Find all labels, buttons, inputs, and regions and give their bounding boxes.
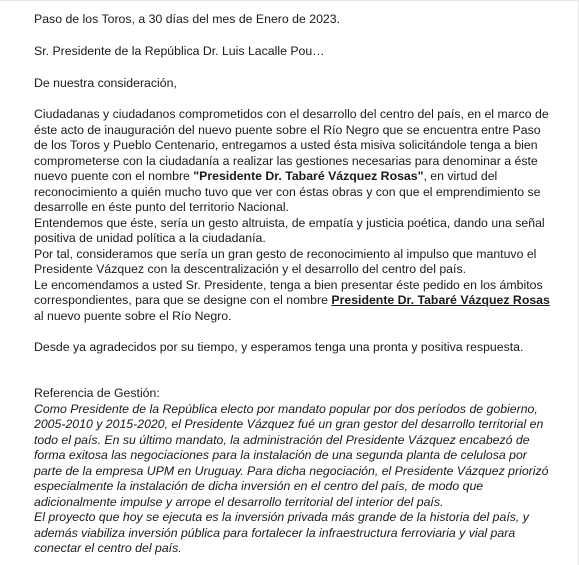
text-line: [34, 293, 550, 309]
text-line: Como Presidente de la República electo por mandato popular por dos períodos de gobierno,: [34, 402, 538, 416]
text-line: [34, 169, 497, 185]
addressee: Sr. Presidente de la República Dr. Luis Lacalle Pou…: [34, 44, 325, 58]
text-line: desarrolle en éste punto del territorio Nacional.: [34, 200, 289, 214]
text-segment: nuevo puente con el nombre: [34, 169, 194, 183]
text-line: parte de la empresa UPM en Uruguay. Para dicha negociación, el Presidente Vázquez priorizó: [34, 464, 549, 478]
text-line: especialmente la instalación de dicha inversión en el centro del país, de modo que: [34, 479, 484, 493]
text-line: conectar el centro del país.: [34, 541, 182, 555]
date-line: Paso de los Toros, a 30 días del mes de Enero de 2023.: [34, 12, 341, 26]
text-line: al nuevo puente sobre el Río Negro.: [34, 309, 232, 323]
text-line: Presidente Vázquez con la descentralización y el desarrollo del centro del país.: [34, 262, 467, 276]
text-line: El proyecto que hoy se ejecuta es la inversión privada más grande de la historia del país, y: [34, 510, 529, 524]
text-segment: , en virtud del: [423, 169, 498, 183]
text-line: todo el país. En su último mandato, la administración del Presidente Vázquez encabezó de: [34, 433, 530, 447]
text-line: forma exitosa las negociaciones para la instalación de una segunda planta de celulosa por: [34, 448, 527, 462]
reference-heading: Referencia de Gestión:: [34, 386, 160, 400]
page-border-top: [0, 0, 579, 1]
salutation: De nuestra consideración,: [34, 76, 177, 90]
text-line: reconocimiento a quién mucho tuvo que ver con éstas obras y con que el emprendimiento se: [34, 185, 541, 199]
text-line: además viabiliza inversión pública para fortalecer la infraestructura ferroviaria y vial para: [34, 526, 516, 540]
text-line: Por tal, consideramos que sería un gran gesto de reconocimiento al impulso que mantuvo el: [34, 247, 537, 261]
bridge-name-underlined: Presidente Dr. Tabaré Vázquez Rosas: [331, 293, 550, 307]
text-line: Entendemos que éste, sería un gesto altruista, de empatía y justicia poética, dando una señal: [34, 216, 545, 230]
text-line: de los Toros y Pueblo Centenario, entregamos a usted ésta misiva solicitándole tenga a bien: [34, 138, 538, 152]
closing-line: Desde ya agradecidos por su tiempo, y esperamos tenga una pronta y positiva respuesta.: [34, 340, 524, 354]
text-line: 2005-2010 y 2015-2020, el Presidente Vázquez fué un gran gestor del desarrollo territorial en: [34, 417, 544, 431]
text-line: adicionalmente impulse y arrope el desarrollo territorial del interior del país.: [34, 495, 444, 509]
bridge-name-bold: "Presidente Dr. Tabaré Vázquez Rosas": [193, 169, 424, 183]
text-line: Ciudadanas y ciudadanos comprometidos con el desarrollo del centro del país, en el marco de: [34, 107, 549, 121]
text-segment: correspondientes, para que se designe con el nombre: [34, 293, 332, 307]
text-line: éste acto de inauguración del nuevo puente sobre el Río Negro que se encuentra entre Paso: [34, 123, 541, 137]
text-line: Le encomendamos a usted Sr. Presidente, tenga a bien presentar éste pedido en los ámbitos: [34, 278, 543, 292]
text-line: positiva de unidad política a la ciudadanía.: [34, 231, 266, 245]
text-line: comprometerse con la ciudadanía a realizar las gestiones necesarias para denominar a éste: [34, 154, 538, 168]
